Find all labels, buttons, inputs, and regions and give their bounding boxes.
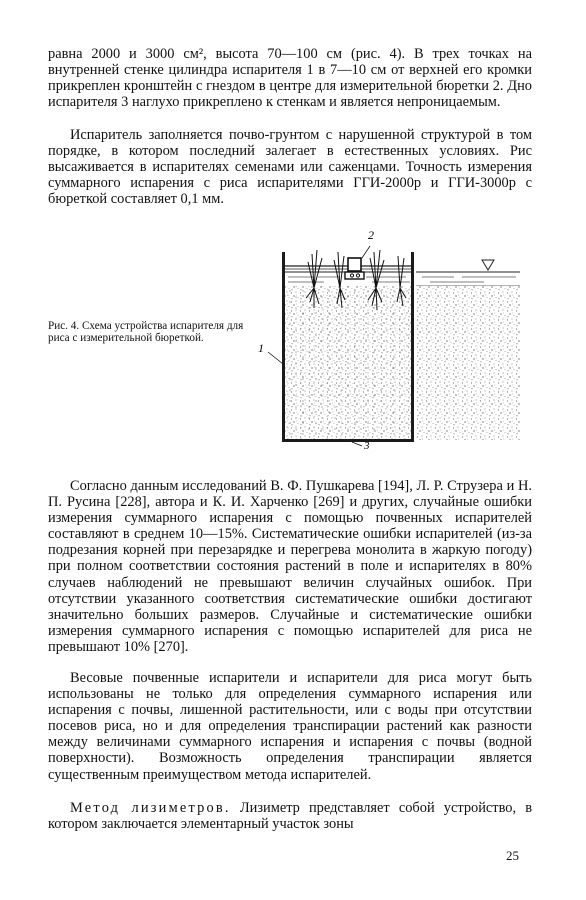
section-text: Лизиметр представляет собой устройство, в котором заключается элементарный участок зоны [48,800,532,833]
evaporator-diagram [254,228,524,450]
evaporator-left-wall [282,252,285,442]
page-number: 25 [506,848,519,863]
section-heading: Метод лизиметров. [70,800,231,816]
paragraph-3: Согласно данным исследований В. Ф. Пушкарева [194], Л. Р. Струзера и Н. П. Русина [228], автора и К. И. Харченко [269] и других, случайные ошибки измерения суммарного испарения с помощью почвенных испарителей составляют в среднем 10—15%. Систематические ошибки испарителей (из-за подрезания корней при перезарядке и перегрева монолита в жаркую погоду) при полном соответствии состояния растений в поле и испарителях в 80% случаев наблюдений не превышают величин случайных ошибок. При отсутствии указанного соответствия систематические ошибки достигают значительно больших размеров. Случайные и систематические ошибки измерения суммарного испарения с помощью испарителей для риса не превышают 10% [270]. [48,478,532,655]
paragraph-5 [48,800,532,832]
paragraph-1: равна 2000 и 3000 см², высота 70—100 см (рис. 4). В трех точках на внутренней стенке цилиндра испарителя 1 в 7—10 см от верхней его кромки прикреплен кронштейн с гнездом в центре для измерительной бюретки 2. Дно испарителя 3 наглухо прикреплено к стенкам и является непроницаемым. [48,46,532,111]
label-3: 3 [364,440,370,450]
evaporator-bottom [282,439,414,442]
label-2: 2 [368,228,374,242]
paragraph-4: Весовые почвенные испарители и испарители для риса могут быть использованы не только для определения суммарного испарения или испарения с почвы, лишенной растительности, или с воды при отсутствии посевов риса, но и для определения транспирации растений как разности между величинами суммарного испарения и испарения с почвы (водной поверхности). Возможность определения транспирации является существенным преимуществом метода испарителей. [48,670,532,783]
soil-field [416,286,520,440]
burette-socket [345,272,364,279]
evaporator-right-wall [411,252,414,442]
paragraph-2: Испаритель заполняется почво-грунтом с нарушенной структурой в том порядке, в котором последний залегает в естественных условиях. Рис высаживается в испарителях семенами или саженцами. Точность измерения суммарного испарения с риса испарителями ГГИ-2000р и ГГИ-3000р с бюреткой составляет 0,1 мм. [48,127,532,208]
water-level-marker-icon [482,260,494,270]
figure-caption: Рис. 4. Схема устройства испарителя для риса с измерительной бюреткой. [48,320,244,345]
burette [348,258,361,271]
label-1: 1 [258,341,264,355]
